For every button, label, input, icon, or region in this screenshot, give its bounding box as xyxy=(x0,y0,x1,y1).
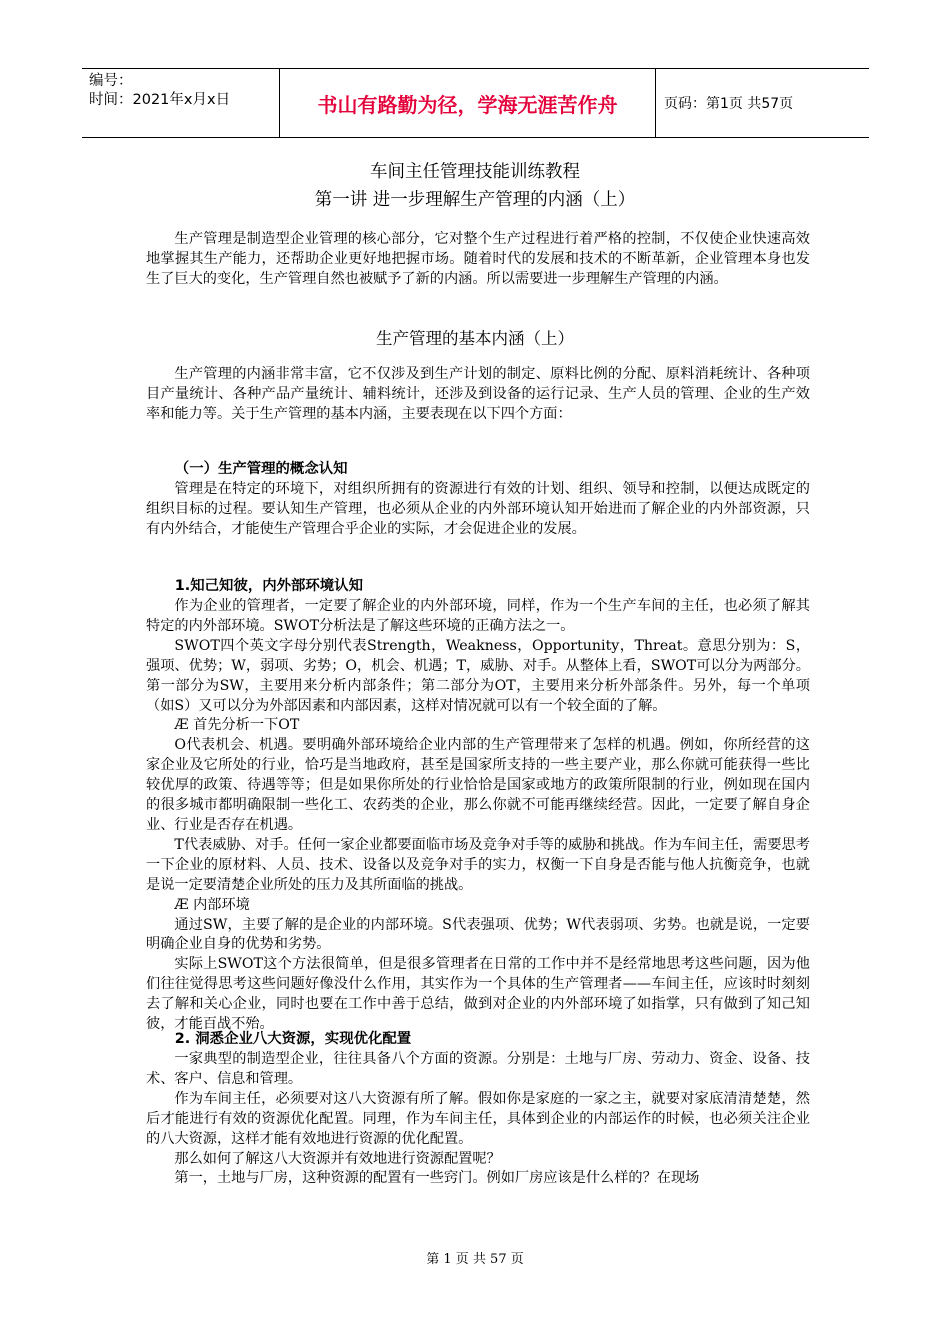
item1-paragraph-1: 作为企业的管理者，一定要了解企业的内外部环境，同样，作为一个生产车间的主任，也必须了解其特定的内外部环境。SWOT分析法是了解这些环境的正确方法之一。 xyxy=(146,598,810,634)
section-intro-paragraph: 生产管理的内涵非常丰富，它不仅涉及到生产计划的制定、原料比例的分配、原料消耗统计、各种项目产量统计、各种产品产量统计、辅料统计，还涉及到设备的运行记录、生产人员的管理、企业的生产效率和能力等。关于生产管理的基本内涵，主要表现在以下四个方面： xyxy=(146,366,810,422)
intro-block xyxy=(146,230,810,290)
document-title: 车间主任管理技能训练教程 xyxy=(370,162,580,182)
section-title: 生产管理的基本内涵（上） xyxy=(376,329,574,348)
header-motto: 书山有路勤为径，学海无涯苦作舟 xyxy=(280,69,656,137)
item1-paragraph-2: SWOT四个英文字母分别代表Strength，Weakness，Opportunity，Threat。意思分别为：S，强项、优势；W，弱项、劣势；O，机会、机遇；T，威胁、对手。从整体上看，SWOT可以分为两部分。第一部分为SW，主要用来分析内部条件；第二部分为OT，主要用来分析外部条件。另外，每一个单项（如S）又可以分为外部因素和内部因素，这样对情况就可以有一个较全面的了解。 xyxy=(146,637,810,714)
part1-block xyxy=(146,459,810,540)
item2-heading: 2. 洞悉企业八大资源，实现优化配置 xyxy=(174,1031,412,1047)
page-header xyxy=(82,68,869,138)
item1-paragraph-4: T代表威胁、对手。任何一家企业都要面临市场及竞争对手等的威胁和挑战。作为车间主任，需要思考一下企业的原材料、人员、技术、设备以及竞争对手的实力，权衡一下自身是否能与他人抗衡竞争，也就是说一定要清楚企业所处的压力及其所面临的挑战。 xyxy=(146,836,810,893)
header-meta xyxy=(82,69,280,137)
lecture-title: 第一讲 进一步理解生产管理的内涵（上） xyxy=(314,190,636,210)
part1-paragraph: 管理是在特定的环境下，对组织所拥有的资源进行有效的计划、组织、领导和控制，以便达成既定的组织目标的过程。要认知生产管理，也必须从企业的内外部环境认知开始进而了解企业的内外部资源，只有内外结合，才能使生产管理合乎企业的实际，才会促进企业的发展。 xyxy=(146,481,810,537)
part1-heading: （一）生产管理的概念认知 xyxy=(174,461,348,477)
item2-block xyxy=(146,1029,810,1189)
item1-paragraph-5: 通过SW，主要了解的是企业的内部环境。S代表强项、优势；W代表弱项、劣势。也就是说，一定要明确企业自身的优势和劣势。 xyxy=(146,916,810,953)
item1-bullet-internal: Æ 内部环境 xyxy=(174,896,250,913)
item2-paragraph-2: 作为车间主任，必须要对这八大资源有所了解。假如你是家庭的一家之主，就要对家底清清楚楚，然后才能进行有效的资源优化配置。同理，作为车间主任，具体到企业的内部运作的时候，也必须关注企业的八大资源，这样才能有效地进行资源的优化配置。 xyxy=(146,1090,810,1147)
item1-block xyxy=(146,576,810,1035)
item2-paragraph-1: 一家典型的制造型企业，往往具备八个方面的资源。分别是：土地与厂房、劳动力、资金、设备、技术、客户、信息和管理。 xyxy=(146,1051,810,1087)
item1-heading: 1.知己知彼，内外部环境认知 xyxy=(174,578,363,594)
document-number: 编号： xyxy=(89,73,133,89)
item2-paragraph-4: 第一，土地与厂房，这种资源的配置有一些窍门。例如厂房应该是什么样的？在现场 xyxy=(174,1170,700,1187)
intro-paragraph: 生产管理是制造型企业管理的核心部分，它对整个生产过程进行着严格的控制，不仅使企业快速高效地掌握其生产能力，还帮助企业更好地把握市场。随着时代的发展和技术的不断革新，企业管理本身也发生了巨大的变化，生产管理自然也被赋予了新的内涵。所以需要进一步理解生产管理的内涵。 xyxy=(146,231,810,287)
section-intro-block xyxy=(146,365,810,425)
item2-paragraph-3: 那么如何了解这八大资源并有效地进行资源配置呢？ xyxy=(174,1150,501,1167)
item1-bullet-ot: Æ 首先分析一下OT xyxy=(174,717,300,734)
page-footer: 第 1 页 共 57 页 xyxy=(426,1252,524,1267)
item1-paragraph-6: 实际上SWOT这个方法很简单，但是很多管理者在日常的工作中并不是经常地思考这些问题，因为他们往往觉得思考这些问题好像没什么作用，其实作为一个具体的生产管理者——车间主任，应该时时刻刻去了解和关心企业，同时也要在工作中善于总结，做到对企业的内外部环境了如指掌，只有做到了知己知彼，才能百战不殆。 xyxy=(146,956,810,1033)
item1-paragraph-3: O代表机会、机遇。要明确外部环境给企业内部的生产管理带来了怎样的机遇。例如，你所经营的这家企业及它所处的行业，恰巧是当地政府，甚至是国家所支持的一些主要产业，那么你就可能获得一些比较优厚的政策、待遇等等；但是如果你所处的行业恰恰是国家或地方的政策所限制的行业，例如现在国内的很多城市都明确限制一些化工、农药类的企业，那么你就不可能再继续经营。因此，一定要了解自身企业、行业是否存在机遇。 xyxy=(146,737,810,833)
document-date: 时间：2021年x月x日 xyxy=(89,92,231,108)
header-page-info: 页码：第1页 共57页 xyxy=(664,96,794,112)
